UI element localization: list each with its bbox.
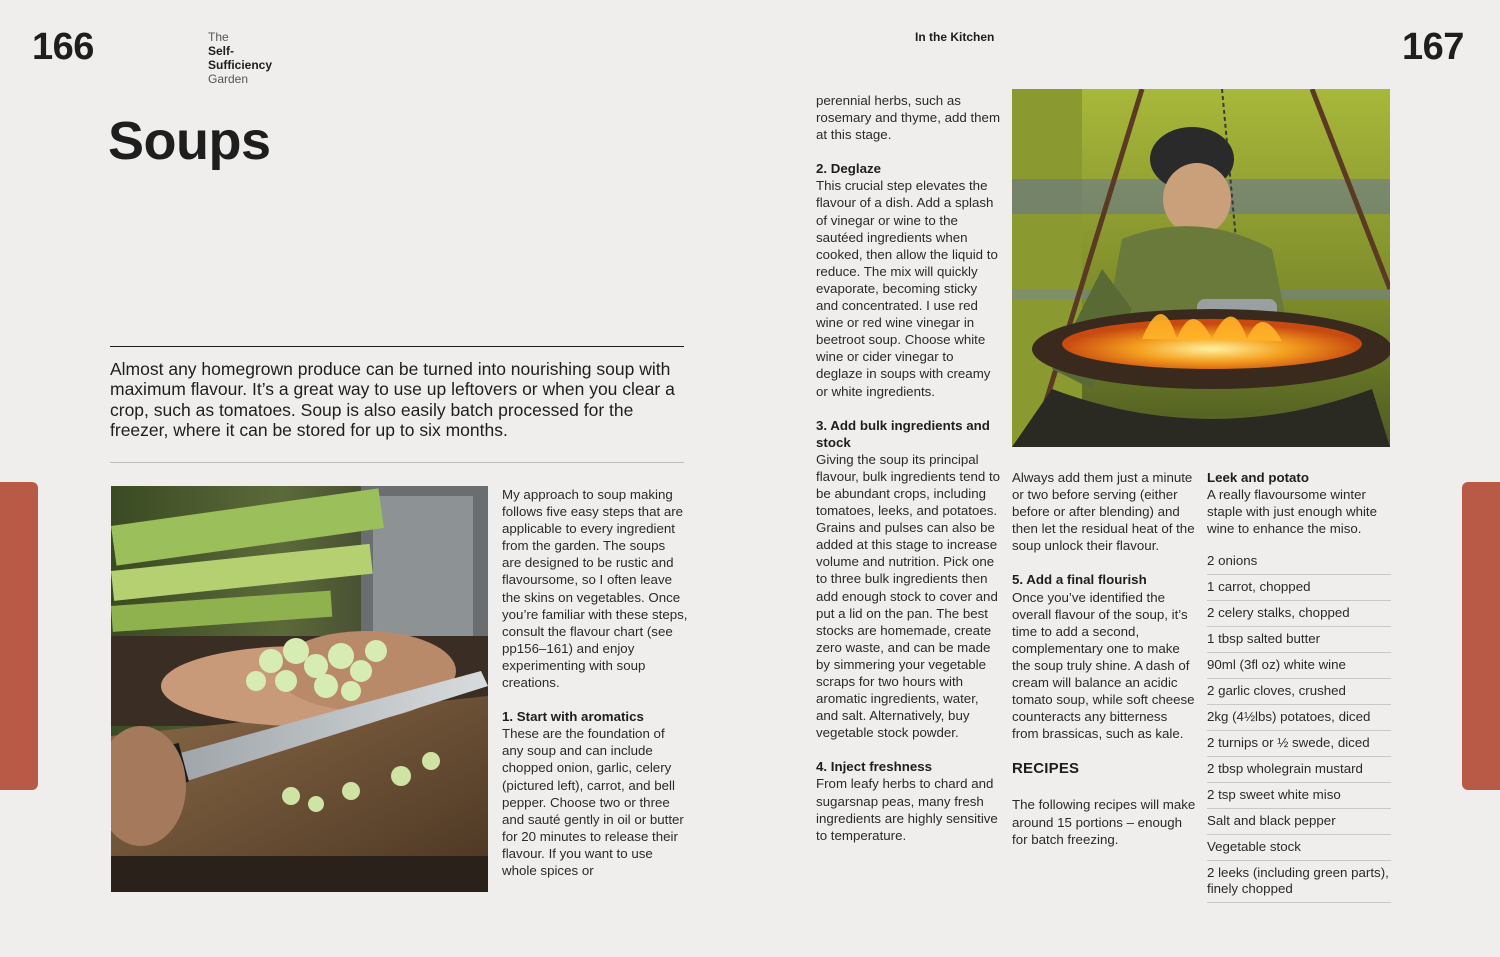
step3-heading: 3. Add bulk ingredients and stock [816, 417, 990, 450]
step4-heading: 4. Inject freshness [816, 759, 933, 775]
ingredient-item: 1 tbsp salted butter [1207, 627, 1391, 653]
book-title-line: Sufficiency [208, 58, 273, 72]
recipes-text: The following recipes will make around 15 portions – enough for batch freezing. [1012, 797, 1196, 847]
ingredient-item: Salt and black pepper [1207, 809, 1391, 835]
ingredient-item: 2 tsp sweet white miso [1207, 783, 1391, 809]
ingredient-item: 2 turnips or ½ swede, diced [1207, 731, 1391, 757]
freshness-continued: Always add them just a minute or two before serving (either before or after blending) and then let the residual heat of the soup unlock their flavour. [1012, 470, 1195, 554]
step5-heading: 5. Add a final flourish [1012, 572, 1147, 588]
step1-text: These are the foundation of any soup and can include chopped onion, garlic, celery (pictured left), carrot, and bell pepper. Choose two or three and sauté gently in oil or butter for 20 minutes to release their flavour. If you want to use whole spices or [502, 726, 684, 878]
page-title: Soups [108, 111, 271, 171]
step3-text: Giving the soup its principal flavour, bulk ingredients tend to be abundant crops, including tomatoes, leeks, and potatoes. Grains and pulses can also be added at this stage to increase volume and nutrition. Pick one to three bulk ingredients then add enough stock to cover and put a lid on the pan. The best stocks are homemade, create zero waste, and can be made by simmering your vegetable scraps for two hours with aromatic ingredients, water, and salt. Alternatively, buy vegetable stock powder. [816, 451, 1001, 741]
ingredient-item: 2 leeks (including green parts), finely chopped [1207, 861, 1391, 903]
step2-heading: 2. Deglaze [816, 161, 882, 177]
ingredient-item: Vegetable stock [1207, 835, 1391, 861]
right-column-two [1012, 469, 1197, 865]
title-divider [110, 346, 684, 347]
ingredient-item: 2 garlic cloves, crushed [1207, 679, 1391, 705]
ingredient-item: 2 celery stalks, chopped [1207, 601, 1391, 627]
step2-text: This crucial step elevates the flavour of a dish. Add a splash of vinegar or wine to the sautéed ingredients when cooked, then allow the liquid to reduce. The mix will quickly evaporate, becoming sticky and concentrated. I use red wine or red wine vinegar in beetroot soup. Choose white wine or cider vinegar to deglaze in soups with creamy or white ingredients. [816, 178, 998, 399]
left-side-tab [0, 482, 38, 790]
ingredient-item: 2kg (4½lbs) potatoes, diced [1207, 705, 1391, 731]
cooking-photo-illustration [1012, 89, 1390, 447]
celery-photo-illustration [111, 486, 488, 892]
step5-text: Once you’ve identified the overall flavour of the soup, it’s time to add a second, complementary one to make the soup truly shine. A dash of cream will balance an acidic tomato soup, while soft cheese counteracts any bitterness from brassicas, such as kale. [1012, 589, 1195, 742]
right-side-tab [1462, 482, 1500, 790]
outdoor-cooking-photo [1012, 89, 1390, 447]
intro-paragraph: Almost any homegrown produce can be turned into nourishing soup with maximum flavour. It’s a great way to use up leftovers or when you clear a crop, such as tomatoes. Soup is also easily batch processed for the freezer, where it can be stored for up to six months. [110, 359, 675, 441]
aromatics-continued: perennial herbs, such as rosemary and thyme, add them at this stage. [816, 93, 1001, 143]
ingredient-item: 90ml (3fl oz) white wine [1207, 653, 1391, 679]
recipe-column [1207, 469, 1391, 903]
page-number-left: 166 [32, 26, 94, 68]
book-title-line: Self- [208, 44, 235, 58]
ingredient-item: 2 tbsp wholegrain mustard [1207, 757, 1391, 783]
ingredient-list [1207, 549, 1391, 903]
intro-divider [110, 462, 684, 463]
right-column-one [816, 92, 1001, 861]
recipe-description: A really flavoursome winter staple with just enough white wine to enhance the miso. [1207, 487, 1378, 537]
page-number-right: 167 [1402, 26, 1464, 68]
book-title-line: Garden [208, 72, 249, 86]
recipe-title: Leek and potato [1207, 470, 1309, 485]
left-body-column [502, 486, 688, 896]
ingredient-item: 2 onions [1207, 549, 1391, 575]
step1-heading: 1. Start with aromatics [502, 709, 644, 725]
approach-paragraph: My approach to soup making follows five easy steps that are applicable to every ingredient from the garden. The soups are designed to be rustic and flavoursome, so I often leave the skins on vegetables. Once you’re familiar with these steps, consult the flavour chart (see pp156–161) and enjoy experimenting with soup creations. [502, 487, 688, 691]
book-title [208, 30, 308, 86]
ingredient-item: 1 carrot, chopped [1207, 575, 1391, 601]
celery-chopping-photo [111, 486, 488, 892]
running-head: In the Kitchen [915, 30, 995, 44]
step4-text: From leafy herbs to chard and sugarsnap peas, many fresh ingredients are highly sensitive to temperature. [816, 776, 998, 843]
book-title-line: The [208, 30, 229, 44]
recipes-heading: RECIPES [1012, 760, 1080, 778]
